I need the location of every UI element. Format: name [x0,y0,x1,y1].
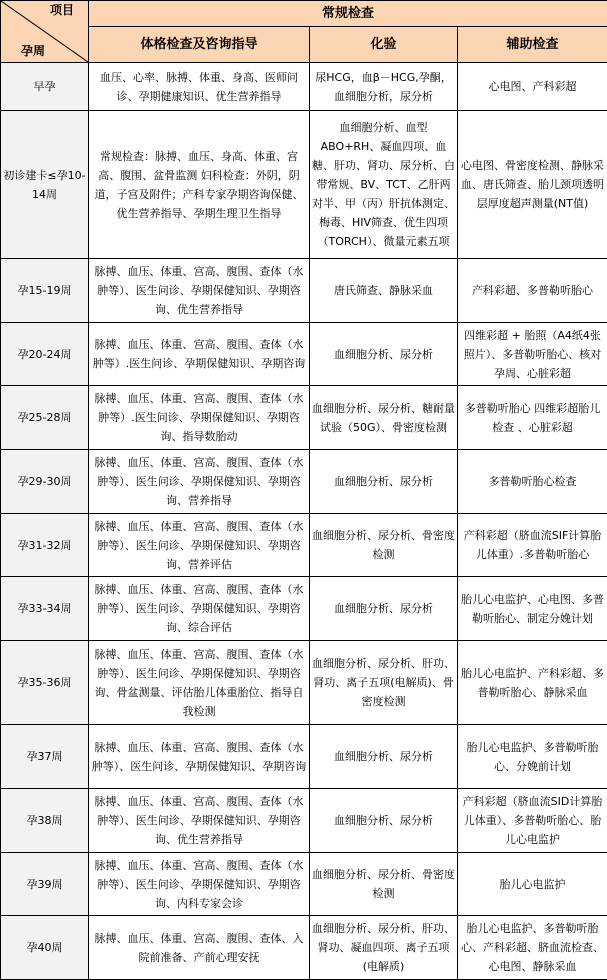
header-group-title: 常规检查 [89,1,607,27]
table-row [1,789,607,853]
table-row [1,111,607,259]
aux-cell: 胎儿心电监护、多普勒听胎心、产科彩超、脐血流检查、心电图、静脉采血 [458,916,607,980]
aux-cell: 胎儿心电监护、心电图、多普勒听胎心、制定分娩计划 [458,577,607,641]
lab-cell: 血细胞分析、尿分析、骨密度检测 [310,853,458,916]
exam-cell: 脉搏、血压、体重、宫高、腹围、查体（水肿等）、医生问诊、孕期保健知识、孕期咨询、优生营养指导 [89,259,310,323]
exam-cell: 脉搏、血压、体重、宫高、腹围、查体（水肿等）、医生问诊、孕期保健知识、孕期咨询、内科专家会诊 [89,853,310,916]
table-row [1,386,607,450]
stage-cell: 初诊建卡≤孕10-14周 [1,111,89,259]
lab-cell: 血细胞分析、尿分析 [310,323,458,386]
table-row [1,259,607,323]
exam-cell: 脉搏、血压、体重、宫高、腹围、查体（水肿等）、医生问诊、孕期保健知识、孕期咨询、营养评估 [89,514,310,577]
aux-cell: 产科彩超（脐血流SID计算胎儿体重）、多普勒听胎心、胎儿心电监护 [458,789,607,853]
table-row [1,514,607,577]
aux-cell: 多普勒听胎心检查 [458,450,607,514]
exam-cell: 脉搏、血压、体重、宫高、腹围、查体（水肿等）、医生问诊、孕期保健知识、孕期咨询、优生营养指导 [89,789,310,853]
stage-cell: 孕29-30周 [1,450,89,514]
stage-cell: 孕40周 [1,916,89,980]
aux-cell: 心电图、产科彩超 [458,63,607,111]
lab-cell: 血细胞分析、尿分析、肝功、肾功、离子五项(电解质)、骨密度检测 [310,641,458,725]
stage-cell: 孕35-36周 [1,641,89,725]
stage-cell: 孕37周 [1,725,89,789]
header-corner-cell [1,1,89,63]
header-col-exam: 体格检查及咨询指导 [89,27,310,63]
lab-cell: 血细胞分析、尿分析 [310,789,458,853]
stage-cell: 孕39周 [1,853,89,916]
stage-cell: 孕38周 [1,789,89,853]
header-col-aux: 辅助检查 [458,27,607,63]
table-row [1,853,607,916]
aux-cell: 四维彩超 + 胎照（A4纸4张照片）、多普勒听胎心、核对孕周、心脏彩超 [458,323,607,386]
exam-cell: 脉搏、血压、体重、宫高、腹围、查体（水肿等）、医生问诊、孕期保健知识、孕期咨询、营养指导 [89,450,310,514]
aux-cell: 多普勒听胎心 四维彩超胎儿检查 、心脏彩超 [458,386,607,450]
table-row [1,63,607,111]
lab-cell: 血细胞分析、尿分析 [310,577,458,641]
stage-cell: 早孕 [1,63,89,111]
lab-cell: 血细胞分析、尿分析 [310,725,458,789]
aux-cell: 心电图、骨密度检测、静脉采血、唐氏筛查、胎儿颈项透明层厚度超声测量(NT值) [458,111,607,259]
aux-cell: 产科彩超、多普勒听胎心 [458,259,607,323]
aux-cell: 产科彩超（脐血流SIF计算胎儿体重）.多普勒听胎心 [458,514,607,577]
aux-cell: 胎儿心电监护、多普勒听胎心、分娩前计划 [458,725,607,789]
exam-cell: 常规检查：脉搏、血压、身高、体重、宫高、腹围、盆骨监测 妇科检查：外阴，阴道，子宫及附件；产科专家孕期咨询保健、优生营养指导、孕期生理卫生指导 [89,111,310,259]
aux-cell: 胎儿心电监护、产科彩超、多普勒听胎心、静脉采血 [458,641,607,725]
table-row [1,916,607,980]
exam-cell: 血压、心率、脉搏、体重、身高、医师问诊、孕期健康知识、优生营养指导 [89,63,310,111]
header-col-lab: 化验 [310,27,458,63]
lab-cell: 血细胞分析、尿分析 [310,450,458,514]
stage-cell: 孕20-24周 [1,323,89,386]
table-row [1,450,607,514]
stage-cell: 孕33-34周 [1,577,89,641]
lab-cell: 尿HCG，血β－HCG,孕酮，血细胞分析，尿分析 [310,63,458,111]
lab-cell: 血细胞分析、尿分析、肝功、肾功、凝血四项、离子五项(电解质) [310,916,458,980]
exam-cell: 脉搏、血压、体重、宫高、腹围、查体（水肿等）、医生问诊、孕期保健知识、孕期咨询、综合评估 [89,577,310,641]
table-row [1,725,607,789]
exam-cell: 脉搏、血压、体重、宫高、腹围、查体（水肿等）、医生问诊、孕期保健知识、孕期咨询 [89,725,310,789]
stage-cell: 孕25-28周 [1,386,89,450]
exam-cell: 脉搏、血压、体重、宫高、腹围、查体（水肿等）、医生问诊、孕期保健知识、孕期咨询、骨盆测量、评估胎儿体重胎位、指导自我检测 [89,641,310,725]
aux-cell: 胎儿心电监护 [458,853,607,916]
stage-cell: 孕31-32周 [1,514,89,577]
table-row [1,641,607,725]
lab-cell: 血细胞分析、尿分析、糖耐量试验（50G）、骨密度检测 [310,386,458,450]
header-item-label: 项目 [50,3,74,17]
lab-cell: 血细胞分析、尿分析、骨密度检测 [310,514,458,577]
exam-cell: 脉搏、血压、体重、宫高、腹围、查体、入院前准备、产前心理安抚 [89,916,310,980]
lab-cell: 唐氏筛查、静脉采血 [310,259,458,323]
stage-cell: 孕15-19周 [1,259,89,323]
table-row [1,577,607,641]
exam-cell: 脉搏、血压、体重、宫高、腹围、查体（水肿等）.医生问诊、孕期保健知识、孕期咨询 [89,323,310,386]
lab-cell: 血细胞分析、血型ABO+RH、凝血四项、血糖、肝功、肾功、尿分析、白带常规、BV、TCT、乙肝两对半、甲（丙）肝抗体测定、梅毒、HIV筛查、优生四项（TORCH）、微量元素五项 [310,111,458,259]
table-row [1,323,607,386]
header-week-label: 孕周 [21,44,45,58]
exam-cell: 脉搏、血压、体重、宫高、腹围、查体（水肿等）.医生问诊、孕期保健知识、孕期咨询、指导数胎动 [89,386,310,450]
